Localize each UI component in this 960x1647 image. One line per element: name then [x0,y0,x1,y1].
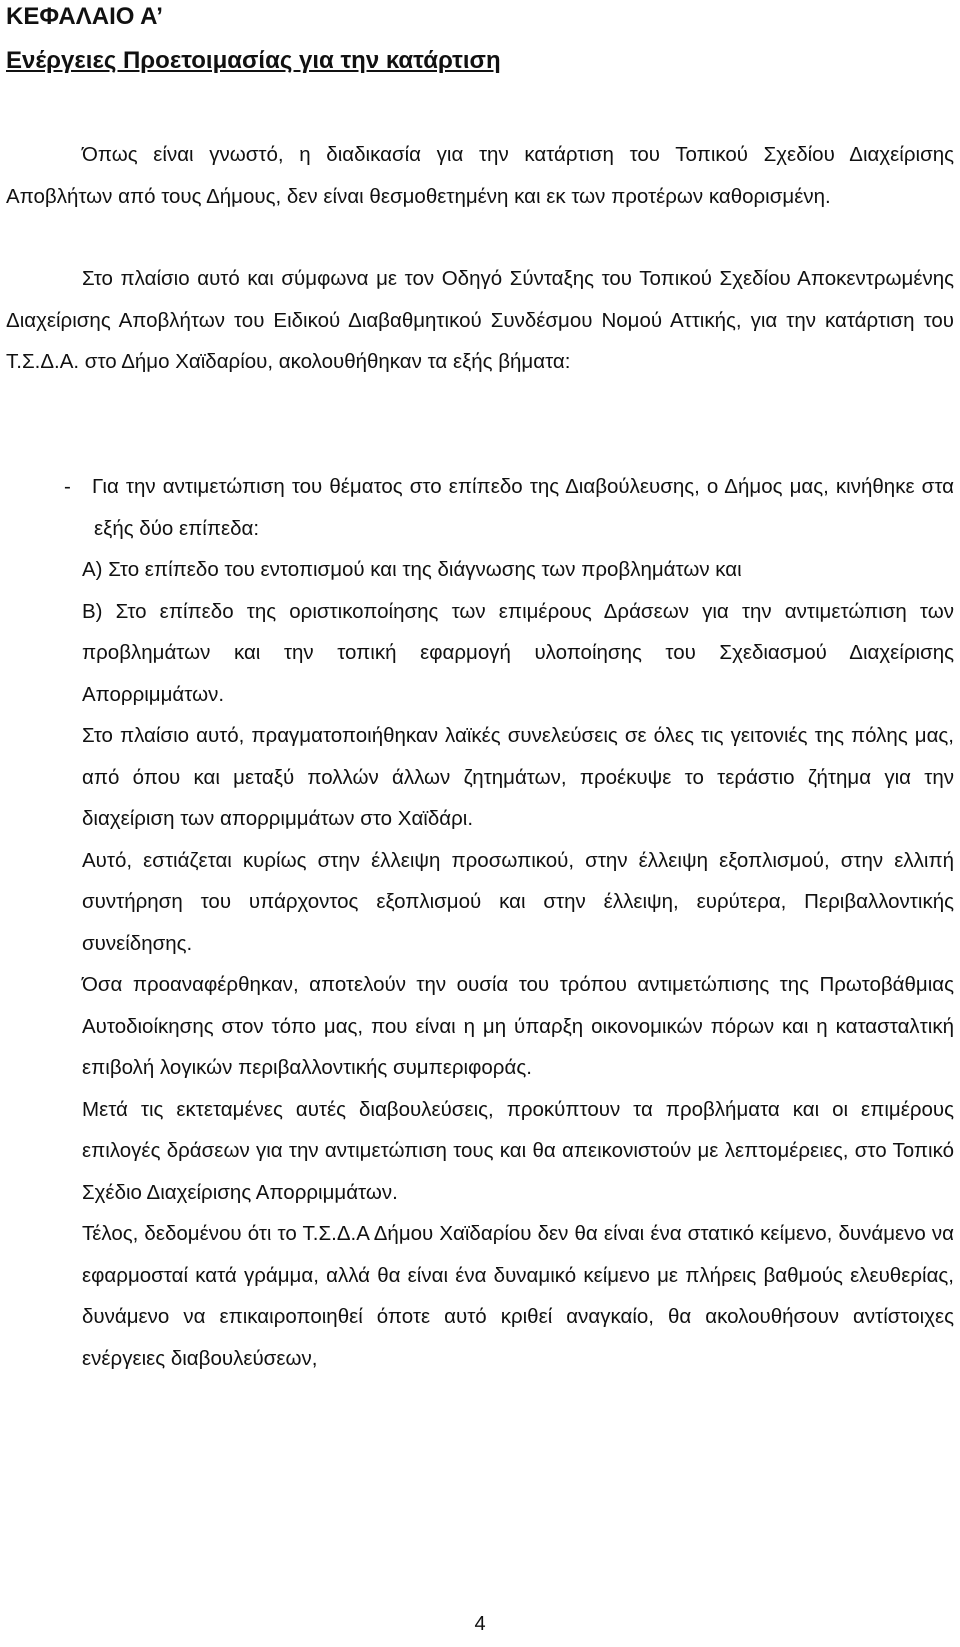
chapter-title: ΚΕΦΑΛΑΙΟ Α’ [6,3,163,30]
intro-paragraph-1 [6,134,954,217]
body-paragraph-4: Μετά τις εκτεταμένες αυτές διαβουλεύσεις, προκύπτουν τα προβλήματα και οι επιμέρους επιλογές δράσεων για την αντιμετώπιση τους και θα απεικονιστούν με λεπτομέρειες, στο Τοπικό Σχέδιο Διαχείρισης Απορριμμάτων. [82,1097,954,1204]
intro-paragraph-2 [6,258,954,383]
section-title: Ενέργειες Προετοιμασίας για την κατάρτιση [6,47,501,74]
intro-paragraph-2-text: Στο πλαίσιο αυτό και σύμφωνα με τον Οδηγό Σύνταξης του Τοπικού Σχεδίου Αποκεντρωμένης Διαχείρισης Αποβλήτων του Ειδικού Διαβαθμητικού Συνδέσμου Νομού Αττικής, για την κατάρτιση του Τ.Σ.Δ.Α. στο Δήμο Χαϊδαρίου, ακολουθήθηκαν τα εξής βήματα: [6,267,954,373]
consultation-section [0,466,954,1379]
bullet-text: Για την αντιμετώπιση του θέματος στο επίπεδο της Διαβούλευσης, ο Δήμος μας, κινήθηκε στα εξής δύο επίπεδα: [92,475,954,540]
body-paragraph-1: Στο πλαίσιο αυτό, πραγματοποιήθηκαν λαϊκές συνελεύσεις σε όλες τις γειτονιές της πόλης μας, από όπου και μεταξύ πολλών άλλων ζητημάτων, προέκυψε το τεράστιο ζήτημα για την διαχείριση των απορριμμάτων στο Χαϊδάρι. [82,724,954,830]
page-number: 4 [474,1613,486,1635]
intro-paragraph-1-text: Όπως είναι γνωστό, η διαδικασία για την κατάρτιση του Τοπικού Σχεδίου Διαχείρισης Αποβλήτων από τους Δήμους, δεν είναι θεσμοθετημένη και εκ των προτέρων καθορισμένη. [6,143,954,208]
body-paragraph-2: Αυτό, εστιάζεται κυρίως στην έλλειψη προσωπικού, στην έλλειψη εξοπλισμού, στην ελλιπή συντήρηση του υπάρχοντος εξοπλισμού και στην έλλειψη, ευρύτερα, Περιβαλλοντικής συνείδησης. [82,848,954,955]
body-paragraph-3: Όσα προαναφέρθηκαν, αποτελούν την ουσία του τρόπου αντιμετώπισης της Πρωτοβάθμιας Αυτοδιοίκησης στον τόπο μας, που είναι η μη ύπαρξη οικονομικών πόρων και η κατασταλτική επιβολή λογικών περιβαλλοντικής συμπεριφοράς. [82,973,954,1079]
level-a: Α) Στο επίπεδο του εντοπισμού και της διάγνωσης των προβλημάτων και [82,558,742,581]
bullet-item [0,466,954,549]
level-b: Β) Στο επίπεδο της οριστικοποίησης των επιμέρους Δράσεων για την αντιμετώπιση των προβλημάτων και την τοπική εφαρμογή υλοποίησης του Σχεδιασμού Διαχείρισης Απορριμμάτων. [82,599,954,706]
levels-block [0,549,954,1379]
body-paragraph-5: Τέλος, δεδομένου ότι το Τ.Σ.Δ.Α Δήμου Χαϊδαρίου δεν θα είναι ένα στατικό κείμενο, δυνάμενο να εφαρμοσταί κατά γράμμα, αλλά θα είναι ένα δυναμικό κείμενο με πλήρεις βαθμούς ελευθερίας, δυνάμενο να επικαιροποιηθεί όποτε αυτό κριθεί αναγκαίο, θα ακολουθήσουν αντίστοιχες ενέργειες διαβουλεύσεων, [82,1222,954,1370]
bullet-dash: - [64,475,71,498]
